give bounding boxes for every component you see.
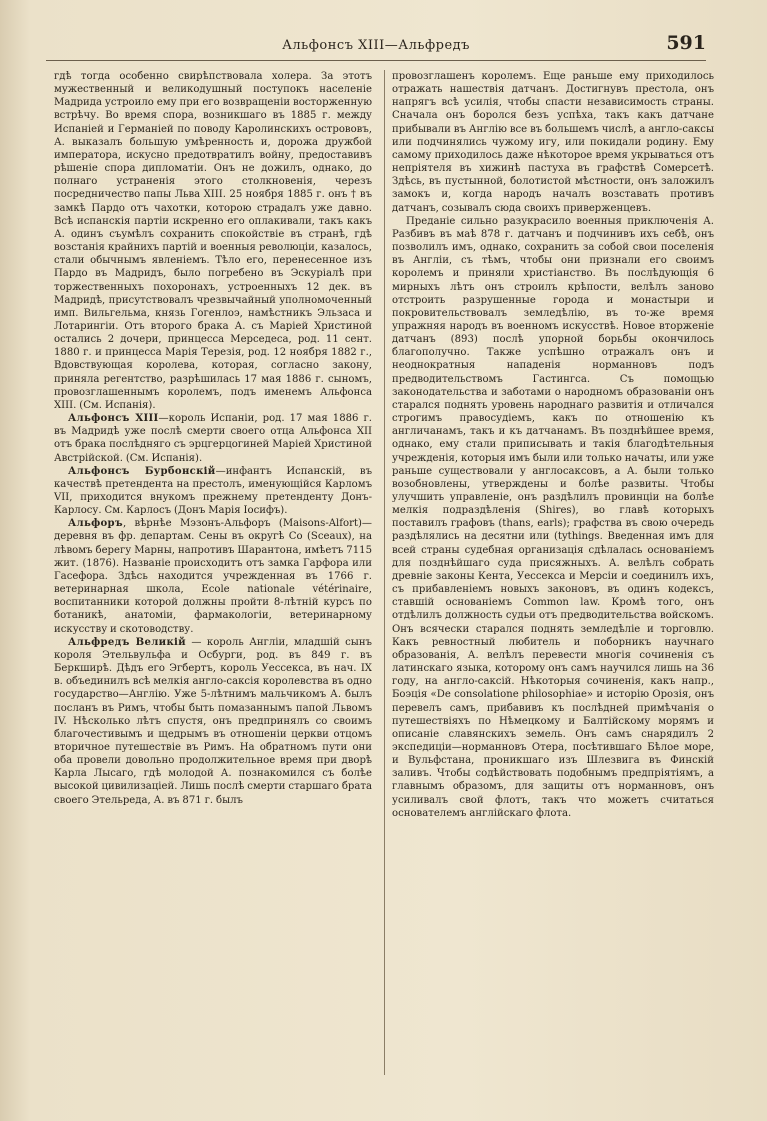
entry-text: — король Англіи, младшій сынъ короля Этельвульфа и Осбурги, род. въ 849 г. въ Беркширѣ. Дѣдъ его Эгбертъ, король Уессекса, въ нач. IX в. объединилъ всѣ мелкія англо-саксія королевства въ одно государство—Англію. Уже 5-лѣтнимъ мальчикомъ А. былъ посланъ въ Римъ, чтобы быть помазаннымъ папой Львомъ IV. Нѣсколько лѣтъ спустя, онъ предпринялъ со своимъ благочестивымъ и щедрымъ въ отношеніи церкви отцомъ вторичное путешествіе въ Римъ. На обратномъ пути они оба провели довольно продолжительное время при дворѣ Карла Лысаго, гдѣ молодой А. познакомился съ болѣе высокой цивилизаціей. Лишь послѣ смерти старшаго брата своего Этельреда, А. въ 871 г. былъ: [54, 636, 372, 806]
entry-alfred-the-great: [54, 636, 372, 807]
page-number: 591: [666, 32, 706, 54]
paragraph: провозглашенъ королемъ. Еще раньше ему приходилось отражать нашествія датчанъ. Достигнувъ престола, онъ напрягъ всѣ усилія, чтобы спасти независимость страны. Сначала онъ боролся безъ успѣха, такъ какъ датчане прибывали въ Англію все въ большемъ числѣ, а англо-саксы или подчинялись чужому игу, или покидали родину. Ему самому приходилось даже нѣкоторое время укрываться отъ непріятеля въ хижинѣ пастуха въ графствѣ Сомерсетѣ. Здѣсь, въ пустынной, болотистой мѣстности, онъ заложилъ замокъ и, когда народъ началъ возставать противъ датчанъ, созывалъ сюда своихъ приверженцевъ.: [392, 71, 714, 214]
header-rule: [46, 60, 706, 61]
column-divider: [384, 70, 385, 1075]
page-header: [46, 32, 706, 58]
entry-text: —король Испаніи, род. 17 мая 1886 г. въ Мадридѣ уже послѣ смерти своего отца Альфонса XII отъ брака послѣдняго съ эрцгерцогиней Маріей Христиной Австрійской. (См. Испанія).: [54, 413, 372, 464]
paragraph: Преданіе сильно разукрасило военныя приключенія А. Разбивъ въ маѣ 878 г. датчанъ и подчинивъ ихъ себѣ, онъ позволилъ имъ, однако, сохранить за собой свои поселенія въ Англіи, съ тѣмъ, чтобы они признали его своимъ королемъ и приняли христіанство. Въ послѣдующія 6 мирныхъ лѣтъ онъ строилъ крѣпости, велѣлъ заново отстроить разрушенные города и монастыри и покровительствовалъ земледѣлію, въ то-же время упражняя народъ въ военномъ искусствѣ. Новое вторженіе датчанъ (893) послѣ упорной борьбы окончилось благополучно. Также успѣшно отражалъ онъ и неоднократныя нападенія норманновъ подъ предводительствомъ Гастингса. Съ помощью законодательства и заботами о народномъ образованіи онъ старался поднять уровень народнаго развитія и отличался строгимъ правосудіемъ, какъ по отношенію къ англичанамъ, такъ и къ датчанамъ. Въ позднѣйшее время, однако, ему стали приписывать и такія благодѣтельныя учрежденія, которыя имъ были или только начаты, или уже раньше существовали у англосаксовъ, а А. были только возобновлены, утверждены и болѣе развиты. Чтобы улучшить управленіе, онъ раздѣлилъ провинціи на болѣе мелкія подраздѣленія (Shires), во главѣ которыхъ поставилъ графовъ (thans, earls); графства въ свою очередь раздѣлялись на десятни или (tythings. Введенная имъ для всей страны судебная организація сдѣлалась основаніемъ для позднѣйшаго суда присяжныхъ. А. велѣлъ собрать древніе законы Кента, Уессекса и Мерсіи и соединилъ ихъ, съ прибавленіемъ новыхъ законовъ, въ одинъ кодексъ, ставшій основаніемъ Common law. Кромѣ того, онъ отдѣлилъ должность судьи отъ предводительства войскомъ. Онъ всячески старался поднять земледѣліе и торговлю. Какъ ревностный любитель и поборникъ научнаго образованія, А. велѣлъ перевести многія сочиненія съ латинскаго языка, которому онъ самъ научился лишь на 36 году, на англо-саксій. Нѣкоторыя сочиненія, какъ напр., Боэція «De consolatione philosophiae» и исторію Орозія, онъ перевелъ самъ, прибавивъ къ послѣдней примѣчанія о путешествіяхъ по Нѣмецкому и Балтійскому морямъ и описаніе славянскихъ земель. Онъ самъ снарядилъ 2 экспедиціи—норманновъ Отера, посѣтившаго Бѣлое море, и Вульфстана, проникшаго изъ Шлезвига въ Финскій заливъ. Чтобы содѣйствовать подобнымъ предпріятіямъ, а главнымъ образомъ, для защиты отъ норманновъ, онъ усиливалъ свой флотъ, такъ что можетъ считаться основателемъ англійскаго флота.: [392, 215, 714, 819]
running-head: Альфонсъ XIII—Альфредъ: [282, 38, 470, 53]
entry-text: , вѣрнѣе Мэзонъ-Альфоръ (Maisons-Alfort)—деревня въ фр. департам. Сены въ округѣ Со (Sceaux), на лѣвомъ берегу Марны, напротивъ Шарантона, имѣетъ 7115 жит. (1876). Названіе происходитъ отъ замка Гарфора или Гасефора. Здѣсь находится учрежденная въ 1766 г. ветеринарная школа, Ecole nationale vétérinaire, воспитанники которой должны пройти 8-лѣтній курсъ по ботаникѣ, анатоміи, фармакологіи, ветеринарному искусству и скотоводству.: [54, 518, 372, 635]
right-column: [392, 70, 714, 820]
entry-text: —инфантъ Испанскій, въ качествѣ претендента на престолъ, именующійся Карломъ VII, приходится внукомъ прежнему претенденту Донъ-Карлосу. См. Карлосъ (Донъ Марія Іосифъ).: [54, 465, 372, 517]
continued-paragraph: гдѣ тогда особенно свирѣпствовала холера. За этотъ мужественный и великодушный поступокъ населеніе Мадрида устроило ему при его возвращеніи восторженную встрѣчу. Во время спора, возникшаго въ 1885 г. между Испаніей и Германіей по поводу Каролинскихъ острововъ, А. выказалъ большую умѣренность и, дорожа дружбой императора, искусно предотвратилъ войну, предоставивъ рѣшеніе спора дипломатіи. Онъ не дожилъ, однако, до полнаго устраненія этого столкновенія, черезъ посредничество папы Льва XIII. 25 ноября 1885 г. онъ † въ замкѣ Пардо отъ чахотки, которою страдалъ уже давно. Всѣ испанскія партіи искренно его оплакивали, такъ какъ А. одинъ съумѣлъ сохранить спокойствіе въ странѣ, гдѣ возстанія крайнихъ партій и военныя революціи, казалось, стали обычнымъ явленіемъ. Тѣло его, перенесенное изъ Пардо въ Мадридъ, было погребено въ Эскуріалѣ при торжественныхъ похоронахъ, устроенныхъ 12 дек. въ Мадридѣ, присутствовалъ чрезвычайный уполномоченный имп. Вильгельма, князь Гогенлоэ, намѣстникъ Эльзаса и Лотарингіи. Отъ второго брака А. съ Маріей Христиной остались 2 дочери, принцесса Мерседеса, род. 11 сент. 1880 г. и принцесса Марія Терезія, род. 12 ноября 1882 г., Вдовствующая королева, которая, согласно закону, приняла регентство, разрѣшилась 17 мая 1886 г. сыномъ, провозглашеннымъ королемъ, подъ именемъ Альфонса XIII. (См. Испанія).: [54, 71, 372, 411]
entry-alfonso-bourbon: [54, 465, 372, 518]
entry-term: Альфоръ: [68, 518, 123, 530]
left-column: [54, 70, 372, 807]
entry-alfort: [54, 517, 372, 635]
entry-term: Альфонсъ Бурбонскій: [68, 465, 216, 477]
entry-alfonso-xiii: [54, 412, 372, 465]
entry-term: Альфредъ Великій: [68, 636, 186, 648]
entry-term: Альфонсъ XIII: [68, 413, 159, 425]
